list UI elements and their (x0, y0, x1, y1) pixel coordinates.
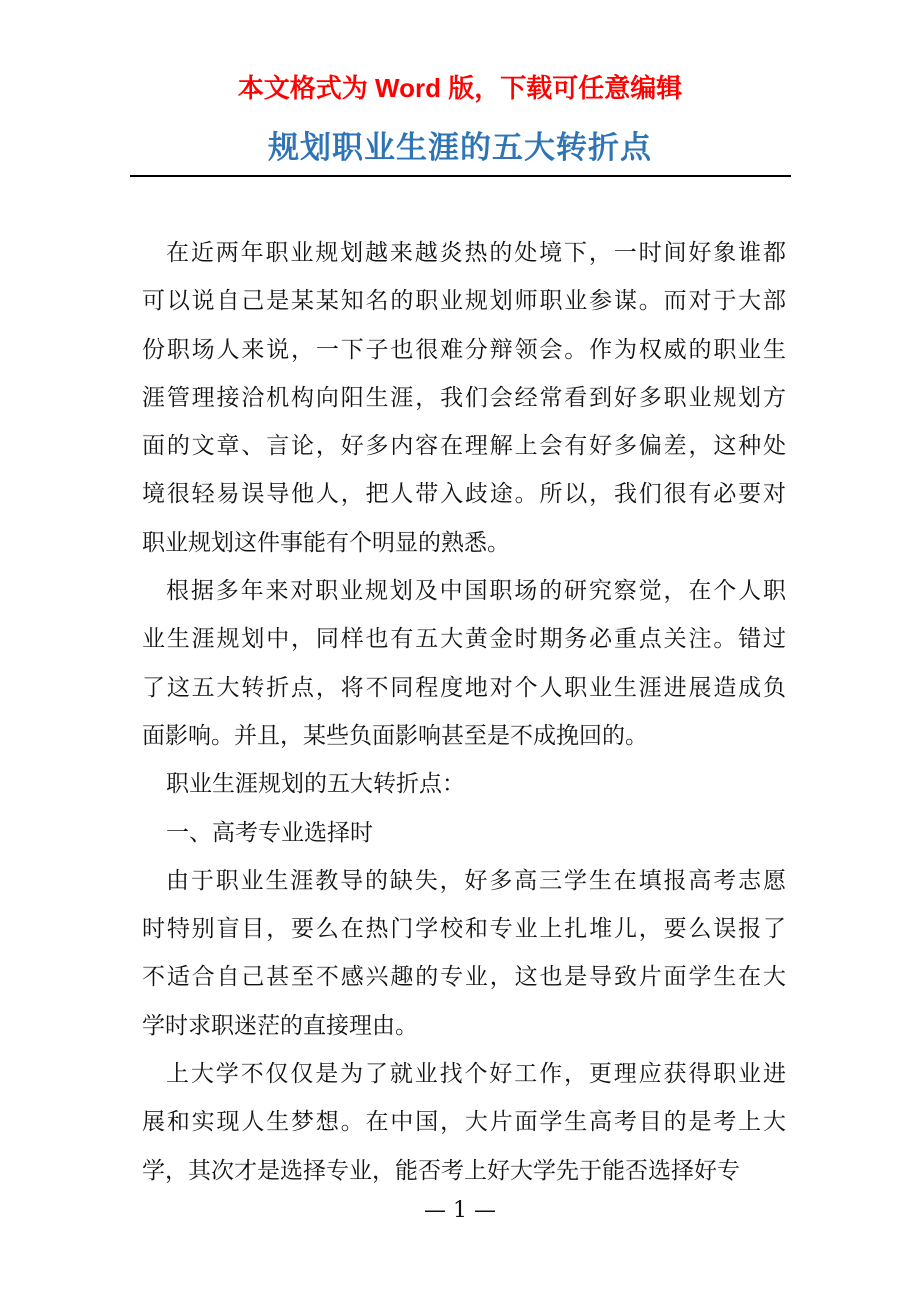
text-line: 面的文章、言论，好多内容在理解上会有好多偏差，这种处 (142, 433, 786, 460)
paragraph (142, 861, 786, 1054)
paragraph (142, 233, 786, 571)
text-line: 业生涯规划中，同样也有五大黄金时期务必重点关注。错过 (142, 626, 786, 653)
paragraph (142, 1054, 786, 1199)
text-line: 学时求职迷茫的直接理由。 (142, 1012, 418, 1039)
text-line: 面影响。并且，某些负面影响甚至是不成挽回的。 (142, 722, 648, 749)
text-line: 由于职业生涯教导的缺失，好多高三学生在填报高考志愿 (166, 867, 786, 894)
text-line: 不适合自己甚至不感兴趣的专业，这也是导致片面学生在大 (142, 964, 786, 991)
paragraph (142, 813, 786, 861)
text-line: 可以说自己是某某知名的职业规划师职业参谋。而对于大部 (142, 288, 786, 315)
text-line: 展和实现人生梦想。在中国，大片面学生高考目的是考上大 (142, 1109, 786, 1136)
paragraph (142, 571, 786, 764)
text-line: 职业规划这件事能有个明显的熟悉。 (142, 529, 510, 556)
text-line: 职业生涯规划的五大转折点： (166, 771, 465, 798)
text-line: 份职场人来说，一下子也很难分辩领会。作为权威的职业生 (142, 336, 786, 363)
text-line: 学，其次才是选择专业，能否考上好大学先于能否选择好专 (142, 1157, 740, 1184)
text-line: 时特别盲目，要么在热门学校和专业上扎堆儿，要么误报了 (142, 916, 786, 943)
document-title: 规划职业生涯的五大转折点 (268, 130, 652, 166)
page-number: — 1 — (424, 1198, 496, 1223)
paragraph (142, 764, 786, 812)
text-line: 一、高考专业选择时 (166, 819, 373, 846)
text-line: 根据多年来对职业规划及中国职场的研究察觉，在个人职 (166, 578, 786, 605)
text-line: 在近两年职业规划越来越炎热的处境下，一时间好象谁都 (166, 240, 786, 266)
text-line: 境很轻易误导他人，把人带入歧途。所以，我们很有必要对 (142, 481, 786, 508)
text-line: 上大学不仅仅是为了就业找个好工作，更理应获得职业进 (166, 1061, 786, 1088)
text-line: 涯管理接洽机构向阳生涯，我们会经常看到好多职业规划方 (142, 384, 786, 411)
word-format-notice: 本文格式为 Word 版，下载可任意编辑 (237, 73, 683, 103)
document-body (142, 233, 786, 1199)
text-line: 了这五大转折点，将不同程度地对个人职业生涯进展造成负 (142, 674, 786, 701)
title-divider (130, 175, 791, 177)
